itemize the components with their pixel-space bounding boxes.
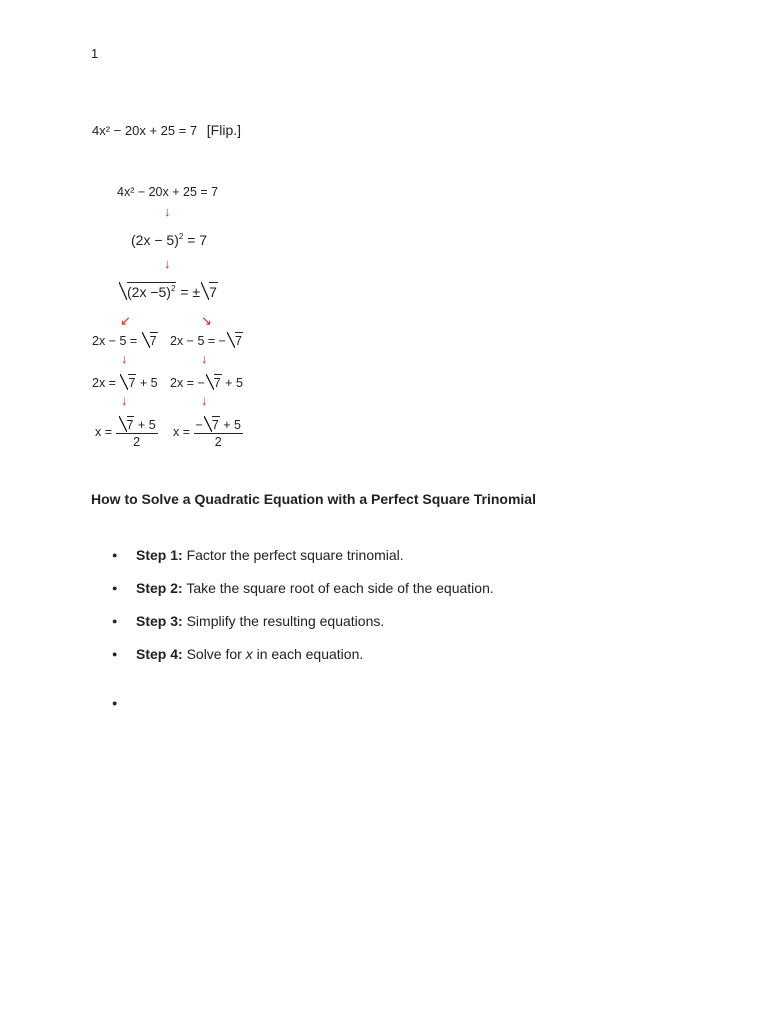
work-line-2-rhs: = 7	[187, 232, 208, 248]
left-eq-1	[92, 332, 158, 348]
top-equation-tag: [Flip.]	[206, 122, 242, 138]
right-eq-3-num-prefix: −	[195, 418, 203, 432]
arrow-down-icon: ↓	[201, 393, 208, 408]
left-eq-3	[95, 416, 158, 449]
right-eq-3-den: 2	[214, 435, 222, 449]
list-item	[112, 644, 494, 677]
right-eq-3-lhs: x =	[173, 424, 194, 439]
step-label: Step 1:	[136, 547, 183, 563]
arrow-down-icon: ↓	[121, 351, 128, 366]
right-eq-3-num-tail: + 5	[219, 418, 241, 432]
arrow-down-icon: ↓	[121, 393, 128, 408]
left-eq-2-lhs: 2x =	[92, 376, 120, 390]
step-label: Step 2:	[136, 580, 183, 596]
sqrt-symbol	[120, 374, 136, 390]
right-eq-2	[170, 374, 243, 390]
sqrt-symbol	[119, 282, 176, 300]
right-eq-1	[170, 332, 243, 348]
work-line-3	[118, 282, 218, 300]
step-text: Solve for	[182, 646, 246, 662]
right-eq-3-radicand: 7	[211, 418, 219, 432]
sqrt-symbol	[227, 332, 243, 348]
list-item	[112, 611, 494, 644]
left-eq-3-num-tail: + 5	[134, 418, 156, 432]
step-text: Factor the perfect square trinomial.	[182, 547, 404, 563]
left-eq-2	[92, 374, 158, 390]
right-eq-1-radicand: 7	[234, 334, 242, 348]
sqrt-symbol	[201, 282, 218, 300]
left-eq-3-lhs: x =	[95, 424, 116, 439]
arrow-down-icon: ↓	[164, 204, 171, 219]
work-line-3-exp: 2	[170, 284, 176, 293]
work-line-2	[131, 232, 207, 248]
right-eq-2-lhs: 2x = −	[170, 376, 205, 390]
list-item-empty	[112, 693, 494, 726]
work-line-2-exp: 2	[178, 232, 184, 241]
right-eq-2-tail: + 5	[221, 376, 243, 390]
work-line-1: 4x² − 20x + 25 = 7	[117, 185, 219, 199]
page-number: 1	[91, 46, 99, 61]
arrow-down-icon: ↓	[164, 256, 171, 271]
list-item	[112, 545, 494, 578]
step-variable: x	[245, 646, 253, 662]
steps-list	[112, 545, 494, 726]
work-line-2-base: (2x − 5)	[131, 232, 179, 248]
right-eq-2-radicand: 7	[213, 376, 221, 390]
work-line-3-rhs: = ±	[180, 284, 201, 300]
right-eq-1-lhs: 2x − 5 = −	[170, 334, 226, 348]
list-item	[112, 578, 494, 611]
left-eq-3-den: 2	[133, 435, 141, 449]
arrow-down-right-icon: ↘	[201, 313, 212, 328]
left-eq-3-fraction	[116, 416, 158, 449]
step-label: Step 4:	[136, 646, 183, 662]
arrow-down-left-icon: ↙	[120, 313, 131, 328]
step-label: Step 3:	[136, 613, 183, 629]
section-heading: How to Solve a Quadratic Equation with a Perfect Square Trinomial	[91, 491, 536, 507]
arrow-down-icon: ↓	[201, 351, 208, 366]
left-eq-1-lhs: 2x − 5 =	[92, 334, 141, 348]
right-eq-3	[173, 416, 243, 449]
step-text: Simplify the resulting equations.	[182, 613, 385, 629]
sqrt-symbol	[206, 374, 222, 390]
sqrt-symbol	[119, 416, 135, 432]
top-equation	[92, 122, 241, 138]
left-eq-2-radicand: 7	[128, 376, 136, 390]
work-line-3-radicand: (2x −5)	[127, 284, 171, 300]
right-eq-3-fraction	[194, 416, 243, 449]
left-eq-2-tail: + 5	[136, 376, 158, 390]
work-line-3-rhs-radicand: 7	[209, 284, 217, 300]
left-eq-3-radicand: 7	[126, 418, 134, 432]
step-text: in each equation.	[252, 646, 364, 662]
step-text: Take the square root of each side of the equation.	[182, 580, 494, 596]
left-eq-1-radicand: 7	[149, 334, 157, 348]
sqrt-symbol	[204, 416, 220, 432]
sqrt-symbol	[142, 332, 158, 348]
top-equation-text: 4x² − 20x + 25 = 7	[92, 123, 198, 138]
